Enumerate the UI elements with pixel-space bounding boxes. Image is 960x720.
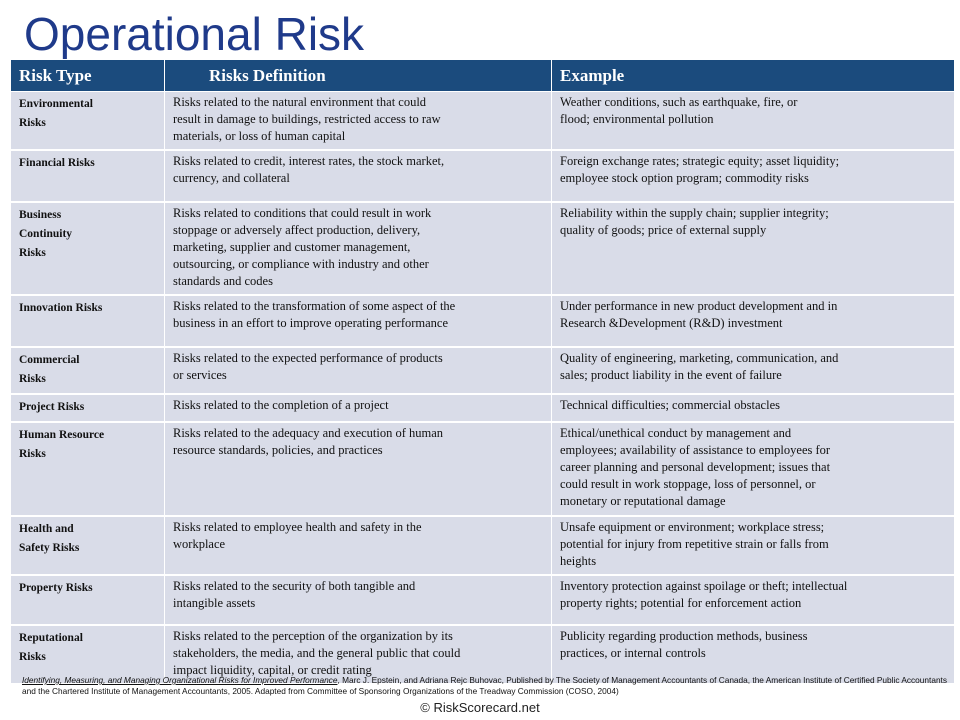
cell-line: Risks related to the completion of a project bbox=[173, 398, 389, 412]
cell-line: Safety Risks bbox=[19, 542, 80, 554]
cell-line: resource standards, policies, and practices bbox=[173, 443, 383, 457]
cell-line: Financial Risks bbox=[19, 157, 95, 169]
table-row bbox=[11, 202, 955, 295]
cell-line: stoppage or adversely affect production, delivery, bbox=[173, 223, 421, 237]
risk-type-cell bbox=[11, 347, 165, 394]
slide-title: Operational Risk bbox=[24, 8, 365, 60]
risk-definition-cell bbox=[165, 295, 552, 347]
cell-line: property rights; potential for enforcement action bbox=[560, 596, 802, 610]
risk-definition-cell bbox=[165, 202, 552, 295]
cell-line: Commercial bbox=[19, 354, 80, 366]
risk-example-cell bbox=[552, 516, 955, 575]
cell-line: or services bbox=[173, 368, 227, 382]
cell-line: Publicity regarding production methods, business bbox=[560, 629, 808, 643]
cell-line: Reputational bbox=[19, 632, 83, 644]
risk-type-cell bbox=[11, 422, 165, 516]
cell-line: result in damage to buildings, restricted access to raw bbox=[173, 112, 441, 126]
cell-line: Risks related to the perception of the organization by its bbox=[173, 629, 453, 643]
cell-line: Under performance in new product development and in bbox=[560, 299, 838, 313]
cell-line: Project Risks bbox=[19, 401, 85, 413]
risk-example-cell bbox=[552, 150, 955, 202]
risk-definition-cell bbox=[165, 347, 552, 394]
cell-line: Health and bbox=[19, 523, 74, 535]
risk-definition-cell bbox=[165, 394, 552, 422]
risk-example-cell bbox=[552, 575, 955, 625]
risk-definition-cell bbox=[165, 150, 552, 202]
cell-line: Risks bbox=[19, 117, 46, 129]
risk-type-cell bbox=[11, 150, 165, 202]
risk-example-cell bbox=[552, 295, 955, 347]
cell-line: Risks bbox=[19, 247, 46, 259]
cell-line: Risks related to the transformation of some aspect of the bbox=[173, 299, 456, 313]
risk-definition-cell bbox=[165, 516, 552, 575]
risk-definition-cell bbox=[165, 92, 552, 151]
cell-line: Risks related to the security of both tangible and bbox=[173, 579, 416, 593]
table-header-row bbox=[11, 60, 955, 92]
cell-line: standards and codes bbox=[173, 274, 273, 288]
cell-line: Innovation Risks bbox=[19, 302, 103, 314]
risk-type-cell bbox=[11, 394, 165, 422]
cell-line: could result in work stoppage, loss of personnel, or bbox=[560, 477, 816, 491]
table-row bbox=[11, 394, 955, 422]
cell-line: materials, or loss of human capital bbox=[173, 129, 346, 143]
cell-line: Quality of engineering, marketing, communication, and bbox=[560, 351, 839, 365]
table-row bbox=[11, 347, 955, 394]
risk-example-cell bbox=[552, 202, 955, 295]
risk-example-cell bbox=[552, 422, 955, 516]
risk-definition-cell bbox=[165, 422, 552, 516]
cell-line: quality of goods; price of external supply bbox=[560, 223, 767, 237]
cell-line: Risks related to the expected performance of products bbox=[173, 351, 443, 365]
copyright-notice: © RiskScorecard.net bbox=[420, 700, 540, 715]
cell-line: Property Risks bbox=[19, 582, 93, 594]
cell-line: Inventory protection against spoilage or theft; intellectual bbox=[560, 579, 848, 593]
risk-table bbox=[10, 59, 955, 685]
cell-line: Reliability within the supply chain; supplier integrity; bbox=[560, 206, 829, 220]
risk-type-cell bbox=[11, 295, 165, 347]
cell-line: Risks bbox=[19, 448, 46, 460]
table-row bbox=[11, 516, 955, 575]
header-example: Example bbox=[552, 60, 955, 92]
cell-line: Risks bbox=[19, 373, 46, 385]
cell-line: Risks related to conditions that could result in work bbox=[173, 206, 432, 220]
cell-line: intangible assets bbox=[173, 596, 256, 610]
cell-line: business in an effort to improve operating performance bbox=[173, 316, 449, 330]
footnote-text: , Marc J. Epstein, and Adriana Rejc Buhovac, Published by The Society of Management Accountants of Canada, the American Institute of Certified Public Accountants and the Chartered Institute of Management Accountants, 2005. Adapted from Committee of Sponsoring Organizations of the Treadway Commission (COSO, 2004) bbox=[22, 675, 948, 696]
cell-line: employees; availability of assistance to employees for bbox=[560, 443, 831, 457]
cell-line: stakeholders, the media, and the general public that could bbox=[173, 646, 461, 660]
cell-line: Risks related to the adequacy and execution of human bbox=[173, 426, 444, 440]
risk-type-cell bbox=[11, 575, 165, 625]
source-footnote bbox=[22, 675, 952, 696]
footnote-book-title: Identifying, Measuring, and Managing Organizational Risks for Improved Performance bbox=[22, 675, 338, 685]
cell-line: Weather conditions, such as earthquake, fire, or bbox=[560, 95, 798, 109]
risk-type-cell bbox=[11, 516, 165, 575]
table-row bbox=[11, 150, 955, 202]
cell-line: workplace bbox=[173, 537, 226, 551]
risk-definition-cell bbox=[165, 575, 552, 625]
cell-line: Foreign exchange rates; strategic equity; asset liquidity; bbox=[560, 154, 840, 168]
cell-line: career planning and personal development; issues that bbox=[560, 460, 831, 474]
risk-type-cell bbox=[11, 92, 165, 151]
cell-line: Business bbox=[19, 209, 62, 221]
cell-line: heights bbox=[560, 554, 597, 568]
header-risks-definition: Risks Definition bbox=[165, 60, 552, 92]
risk-example-cell bbox=[552, 347, 955, 394]
risk-example-cell bbox=[552, 394, 955, 422]
cell-line: practices, or internal controls bbox=[560, 646, 706, 660]
cell-line: sales; product liability in the event of failure bbox=[560, 368, 782, 382]
cell-line: potential for injury from repetitive strain or falls from bbox=[560, 537, 829, 551]
cell-line: Technical difficulties; commercial obstacles bbox=[560, 398, 780, 412]
cell-line: Risks bbox=[19, 651, 46, 663]
cell-line: Risks related to credit, interest rates, the stock market, bbox=[173, 154, 445, 168]
cell-line: Continuity bbox=[19, 228, 73, 240]
cell-line: employee stock option program; commodity risks bbox=[560, 171, 809, 185]
table-row bbox=[11, 575, 955, 625]
cell-line: Risks related to employee health and safety in the bbox=[173, 520, 422, 534]
cell-line: Ethical/unethical conduct by management and bbox=[560, 426, 792, 440]
cell-line: Environmental bbox=[19, 98, 93, 110]
risk-type-cell bbox=[11, 202, 165, 295]
cell-line: Human Resource bbox=[19, 429, 105, 441]
table-row bbox=[11, 295, 955, 347]
risk-example-cell bbox=[552, 92, 955, 151]
cell-line: flood; environmental pollution bbox=[560, 112, 714, 126]
table-row bbox=[11, 92, 955, 151]
cell-line: monetary or reputational damage bbox=[560, 494, 726, 508]
cell-line: impact liquidity, capital, or credit rating bbox=[173, 663, 372, 677]
cell-line: Unsafe equipment or environment; workplace stress; bbox=[560, 520, 825, 534]
cell-line: outsourcing, or compliance with industry and other bbox=[173, 257, 429, 271]
cell-line: marketing, supplier and customer management, bbox=[173, 240, 411, 254]
cell-line: currency, and collateral bbox=[173, 171, 290, 185]
cell-line: Risks related to the natural environment that could bbox=[173, 95, 427, 109]
header-risk-type: Risk Type bbox=[11, 60, 165, 92]
table-row bbox=[11, 422, 955, 516]
cell-line: Research &Development (R&D) investment bbox=[560, 316, 783, 330]
